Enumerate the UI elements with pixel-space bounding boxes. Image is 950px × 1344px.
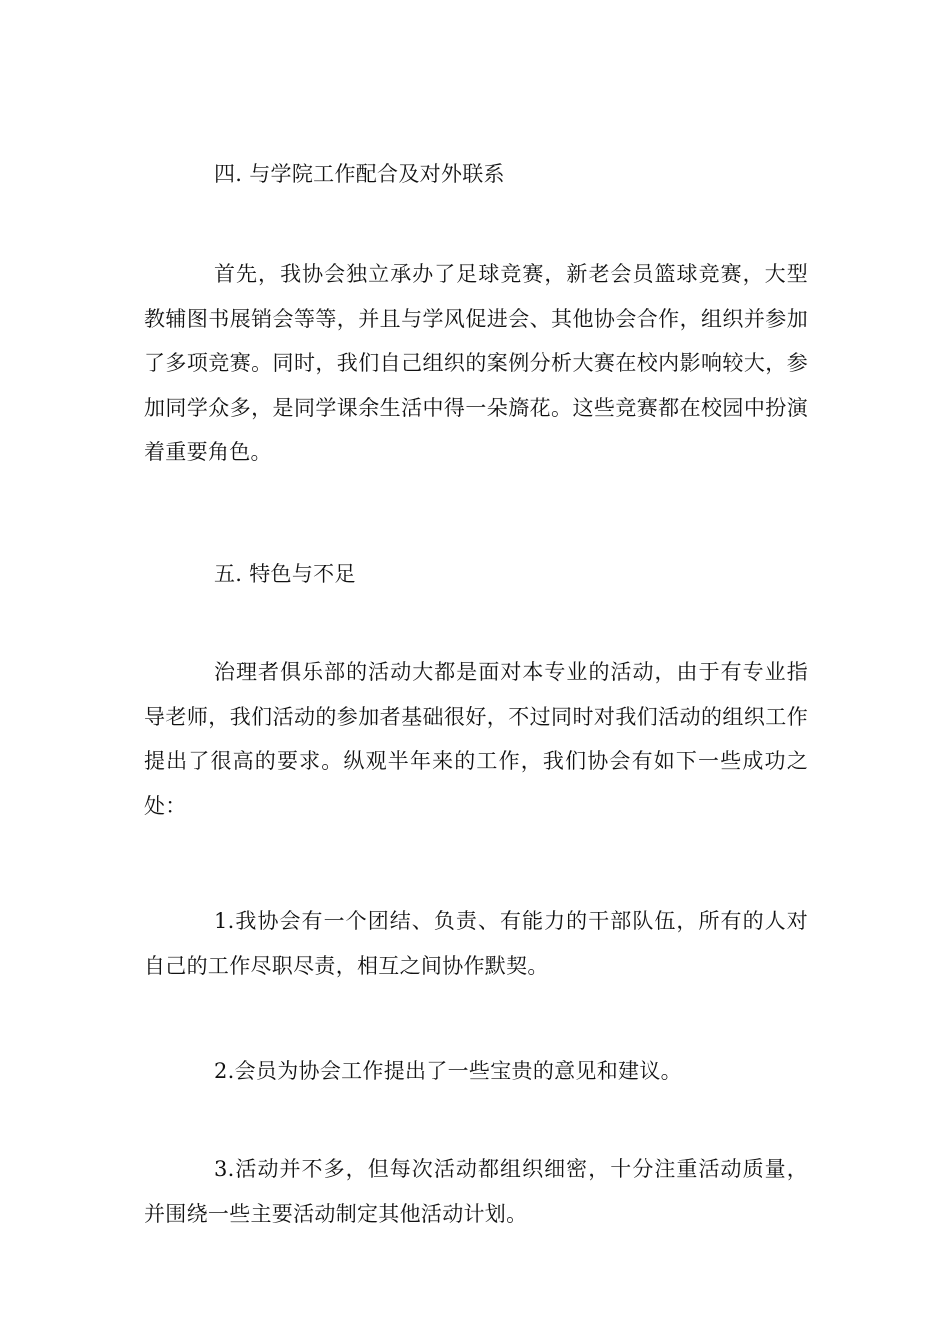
section-4-heading: 四. 与学院工作配合及对外联系 [214, 162, 505, 186]
section-5-paragraph: 治理者俱乐部的活动大都是面对本专业的活动，由于有专业指导老师，我们活动的参加者基础很好，不过同时对我们活动的组织工作提出了很高的要求。纵观半年来的工作，我们协会有如下一些成功之处： [144, 660, 808, 818]
list-item-3: 3.活动并不多，但每次活动都组织细密，十分注重活动质量，并围绕一些主要活动制定其他活动计划。 [144, 1157, 808, 1226]
list-item-2: 2.会员为协会工作提出了一些宝贵的意见和建议。 [214, 1059, 682, 1083]
section-5-heading: 五. 特色与不足 [214, 562, 356, 586]
list-item-1: 1.我协会有一个团结、负责、有能力的干部队伍，所有的人对自己的工作尽职尽责，相互之间协作默契。 [144, 909, 808, 978]
section-4-paragraph: 首先，我协会独立承办了足球竞赛，新老会员篮球竞赛，大型教辅图书展销会等等，并且与学风促进会、其他协会合作，组织并参加了多项竞赛。同时，我们自己组织的案例分析大赛在校内影响较大，参加同学众多，是同学课余生活中得一朵旖花。这些竞赛都在校园中扮演着重要角色。 [144, 262, 808, 464]
